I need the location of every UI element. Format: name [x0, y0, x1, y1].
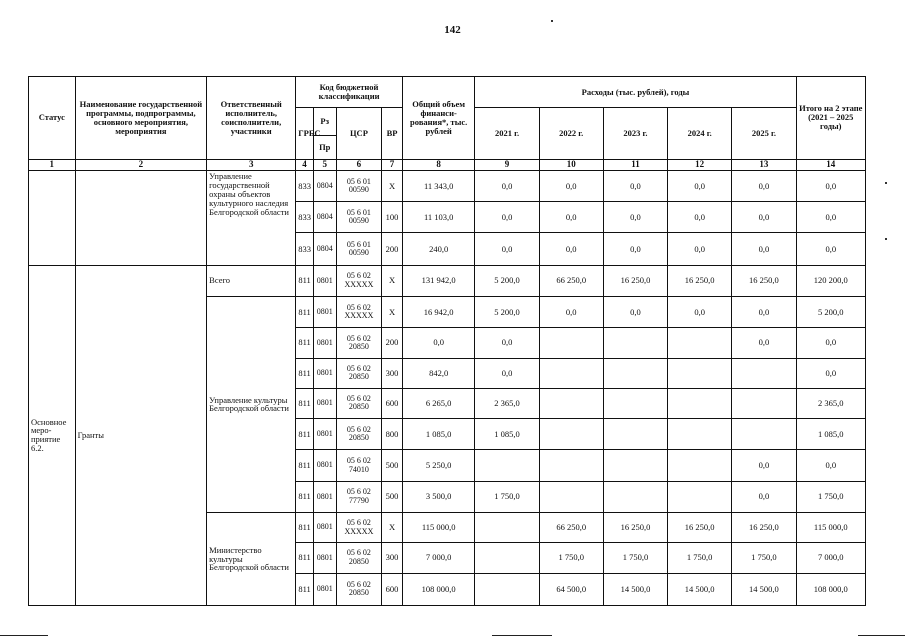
total-cell: 131 942,0: [402, 265, 475, 296]
header-csr: ЦСР: [336, 108, 382, 159]
vr-cell: Х: [382, 170, 403, 201]
rz-cell: 0804: [313, 233, 336, 265]
scan-speck: [885, 238, 887, 240]
table-row: [29, 170, 866, 201]
rz-cell: 0801: [313, 265, 336, 296]
year-cell: 2 365,0: [475, 388, 539, 418]
vr-cell: Х: [382, 512, 403, 542]
header-year: 2025 г.: [732, 108, 796, 159]
sum-cell: 0,0: [796, 450, 865, 481]
column-number: 11: [603, 159, 667, 170]
rz-cell: 0801: [313, 512, 336, 542]
sum-cell: 1 085,0: [796, 419, 865, 450]
year-cell: 14 500,0: [603, 573, 667, 605]
page-number: 142: [444, 24, 461, 36]
year-cell: 0,0: [603, 233, 667, 265]
csr-cell: 05 6 02 20850: [336, 573, 382, 605]
year-cell: [539, 328, 603, 358]
name-cell: Гранты: [75, 265, 207, 605]
header-responsible: Ответственный исполнитель, соисполнители, участники: [207, 77, 296, 160]
year-cell: 5 200,0: [475, 265, 539, 296]
csr-cell: 05 6 02 20850: [336, 358, 382, 388]
year-cell: 0,0: [475, 328, 539, 358]
rz-cell: 0804: [313, 202, 336, 233]
total-cell: 115 000,0: [402, 512, 475, 542]
year-cell: [475, 573, 539, 605]
grbs-cell: 811: [296, 358, 314, 388]
year-cell: 14 500,0: [668, 573, 732, 605]
column-number: 14: [796, 159, 865, 170]
year-cell: [475, 450, 539, 481]
total-cell: 7 000,0: [402, 543, 475, 573]
grbs-cell: 833: [296, 170, 314, 201]
vr-cell: 200: [382, 233, 403, 265]
csr-cell: 05 6 02 XXXXX: [336, 512, 382, 542]
vr-cell: 200: [382, 328, 403, 358]
year-cell: 0,0: [668, 233, 732, 265]
grbs-cell: 811: [296, 328, 314, 358]
year-cell: 0,0: [732, 170, 796, 201]
csr-cell: 05 6 01 00590: [336, 170, 382, 201]
header-vr: ВР: [382, 108, 403, 159]
sum-cell: 0,0: [796, 233, 865, 265]
sum-cell: 0,0: [796, 170, 865, 201]
table-row: [29, 265, 866, 296]
year-cell: [539, 481, 603, 512]
year-cell: 0,0: [668, 202, 732, 233]
vr-cell: 600: [382, 573, 403, 605]
grbs-cell: 811: [296, 419, 314, 450]
header-year: 2021 г.: [475, 108, 539, 159]
sum-cell: 108 000,0: [796, 573, 865, 605]
name-cell: [75, 170, 207, 265]
scan-edge-line: [0, 635, 48, 636]
column-number: 4: [296, 159, 314, 170]
total-cell: 11 103,0: [402, 202, 475, 233]
header-stage-total: Итого на 2 этапе (2021 – 2025 годы): [796, 77, 865, 160]
csr-cell: 05 6 02 20850: [336, 419, 382, 450]
scan-edge-line: [858, 635, 905, 636]
year-cell: 0,0: [732, 450, 796, 481]
header-year: 2024 г.: [668, 108, 732, 159]
year-cell: 16 250,0: [732, 265, 796, 296]
sum-cell: 2 365,0: [796, 388, 865, 418]
year-cell: 0,0: [539, 296, 603, 327]
year-cell: 0,0: [732, 296, 796, 327]
header-year: 2023 г.: [603, 108, 667, 159]
sum-cell: 0,0: [796, 328, 865, 358]
column-number: 10: [539, 159, 603, 170]
rz-cell: 0801: [313, 543, 336, 573]
column-number: 7: [382, 159, 403, 170]
csr-cell: 05 6 02 XXXXX: [336, 296, 382, 327]
budget-table: [28, 76, 866, 606]
csr-cell: 05 6 02 XXXXX: [336, 265, 382, 296]
rz-cell: 0801: [313, 573, 336, 605]
year-cell: 0,0: [539, 170, 603, 201]
total-cell: 3 500,0: [402, 481, 475, 512]
rz-cell: 0801: [313, 481, 336, 512]
year-cell: [668, 328, 732, 358]
year-cell: 1 750,0: [539, 543, 603, 573]
grbs-cell: 811: [296, 388, 314, 418]
sum-cell: 5 200,0: [796, 296, 865, 327]
year-cell: 0,0: [603, 170, 667, 201]
year-cell: [603, 388, 667, 418]
scan-speck: [885, 182, 887, 184]
grbs-cell: 833: [296, 233, 314, 265]
column-number: 9: [475, 159, 539, 170]
header-year: 2022 г.: [539, 108, 603, 159]
column-number: 12: [668, 159, 732, 170]
scan-speck: [551, 20, 553, 22]
vr-cell: 500: [382, 481, 403, 512]
sum-cell: 0,0: [796, 358, 865, 388]
year-cell: 0,0: [603, 296, 667, 327]
year-cell: 66 250,0: [539, 265, 603, 296]
year-cell: 0,0: [539, 233, 603, 265]
header-pr: Пр: [313, 135, 336, 159]
year-cell: [668, 450, 732, 481]
year-cell: [603, 481, 667, 512]
year-cell: 1 085,0: [475, 419, 539, 450]
rz-cell: 0801: [313, 450, 336, 481]
column-number: 8: [402, 159, 475, 170]
sum-cell: 1 750,0: [796, 481, 865, 512]
vr-cell: 300: [382, 358, 403, 388]
rz-cell: 0801: [313, 358, 336, 388]
sum-cell: 120 200,0: [796, 265, 865, 296]
year-cell: [732, 419, 796, 450]
sum-cell: 7 000,0: [796, 543, 865, 573]
grbs-cell: 811: [296, 543, 314, 573]
year-cell: 0,0: [475, 202, 539, 233]
vr-cell: Х: [382, 296, 403, 327]
year-cell: [539, 358, 603, 388]
year-cell: [603, 450, 667, 481]
total-cell: 11 343,0: [402, 170, 475, 201]
year-cell: 16 250,0: [668, 265, 732, 296]
csr-cell: 05 6 02 20850: [336, 543, 382, 573]
sum-cell: 115 000,0: [796, 512, 865, 542]
sum-cell: 0,0: [796, 202, 865, 233]
csr-cell: 05 6 02 20850: [336, 328, 382, 358]
column-number: 5: [313, 159, 336, 170]
total-cell: 5 250,0: [402, 450, 475, 481]
year-cell: [668, 419, 732, 450]
total-cell: 240,0: [402, 233, 475, 265]
total-cell: 16 942,0: [402, 296, 475, 327]
vr-cell: 300: [382, 543, 403, 573]
year-cell: [603, 328, 667, 358]
year-cell: 14 500,0: [732, 573, 796, 605]
header-rz: Рз: [313, 108, 336, 135]
column-number: 2: [75, 159, 207, 170]
rz-cell: 0804: [313, 170, 336, 201]
column-numbers-row: [29, 159, 866, 170]
grbs-cell: 811: [296, 450, 314, 481]
header-grbs: ГРБС: [296, 108, 314, 159]
year-cell: [539, 388, 603, 418]
responsible-cell: Управление культуры Белгородской области: [207, 296, 296, 512]
year-cell: [539, 419, 603, 450]
grbs-cell: 811: [296, 265, 314, 296]
header-row-1: [29, 77, 866, 108]
rz-cell: 0801: [313, 296, 336, 327]
year-cell: 64 500,0: [539, 573, 603, 605]
total-cell: 6 265,0: [402, 388, 475, 418]
year-cell: 0,0: [732, 233, 796, 265]
vr-cell: 800: [382, 419, 403, 450]
responsible-cell: Всего: [207, 265, 296, 296]
status-cell: [29, 170, 76, 265]
year-cell: 1 750,0: [475, 481, 539, 512]
csr-cell: 05 6 01 00590: [336, 202, 382, 233]
year-cell: 0,0: [668, 170, 732, 201]
year-cell: 1 750,0: [668, 543, 732, 573]
vr-cell: 100: [382, 202, 403, 233]
rz-cell: 0801: [313, 328, 336, 358]
header-expenses: Расходы (тыс. рублей), годы: [475, 77, 796, 108]
rz-cell: 0801: [313, 388, 336, 418]
year-cell: 0,0: [732, 328, 796, 358]
header-total-volume: Общий объем финанси-рования*, тыс. рублей: [402, 77, 475, 160]
grbs-cell: 833: [296, 202, 314, 233]
year-cell: 0,0: [475, 358, 539, 388]
header-budget-code: Код бюджетной классификации: [296, 77, 403, 108]
year-cell: 0,0: [539, 202, 603, 233]
grbs-cell: 811: [296, 512, 314, 542]
column-number: 1: [29, 159, 76, 170]
year-cell: 5 200,0: [475, 296, 539, 327]
total-cell: 108 000,0: [402, 573, 475, 605]
column-number: 13: [732, 159, 796, 170]
grbs-cell: 811: [296, 573, 314, 605]
responsible-cell: Министерство культуры Белгородской области: [207, 512, 296, 605]
year-cell: [475, 512, 539, 542]
year-cell: 66 250,0: [539, 512, 603, 542]
year-cell: 16 250,0: [603, 512, 667, 542]
grbs-cell: 811: [296, 481, 314, 512]
responsible-cell: Управление государственной охраны объектов культурного наследия Белгородской области: [207, 170, 296, 265]
vr-cell: 600: [382, 388, 403, 418]
year-cell: 0,0: [732, 481, 796, 512]
year-cell: 1 750,0: [732, 543, 796, 573]
header-name: Наименование государственной программы, подпрограммы, основного мероприятия, мероприятия: [75, 77, 207, 160]
year-cell: [732, 358, 796, 388]
year-cell: [668, 481, 732, 512]
year-cell: [668, 358, 732, 388]
rz-cell: 0801: [313, 419, 336, 450]
grbs-cell: 811: [296, 296, 314, 327]
year-cell: [668, 388, 732, 418]
vr-cell: Х: [382, 265, 403, 296]
header-status: Статус: [29, 77, 76, 160]
year-cell: [603, 419, 667, 450]
scan-edge-line: [492, 635, 552, 636]
year-cell: 0,0: [475, 170, 539, 201]
year-cell: 0,0: [732, 202, 796, 233]
status-cell: Основное меро-приятие 6.2.: [29, 265, 76, 605]
column-number: 6: [336, 159, 382, 170]
column-number: 3: [207, 159, 296, 170]
year-cell: [732, 388, 796, 418]
csr-cell: 05 6 02 74010: [336, 450, 382, 481]
year-cell: 16 250,0: [668, 512, 732, 542]
year-cell: 1 750,0: [603, 543, 667, 573]
csr-cell: 05 6 02 20850: [336, 388, 382, 418]
year-cell: 16 250,0: [603, 265, 667, 296]
total-cell: 1 085,0: [402, 419, 475, 450]
total-cell: 0,0: [402, 328, 475, 358]
year-cell: [539, 450, 603, 481]
year-cell: 0,0: [668, 296, 732, 327]
vr-cell: 500: [382, 450, 403, 481]
csr-cell: 05 6 01 00590: [336, 233, 382, 265]
total-cell: 842,0: [402, 358, 475, 388]
csr-cell: 05 6 02 77790: [336, 481, 382, 512]
year-cell: [475, 543, 539, 573]
year-cell: [603, 358, 667, 388]
year-cell: 0,0: [603, 202, 667, 233]
year-cell: 0,0: [475, 233, 539, 265]
year-cell: 16 250,0: [732, 512, 796, 542]
